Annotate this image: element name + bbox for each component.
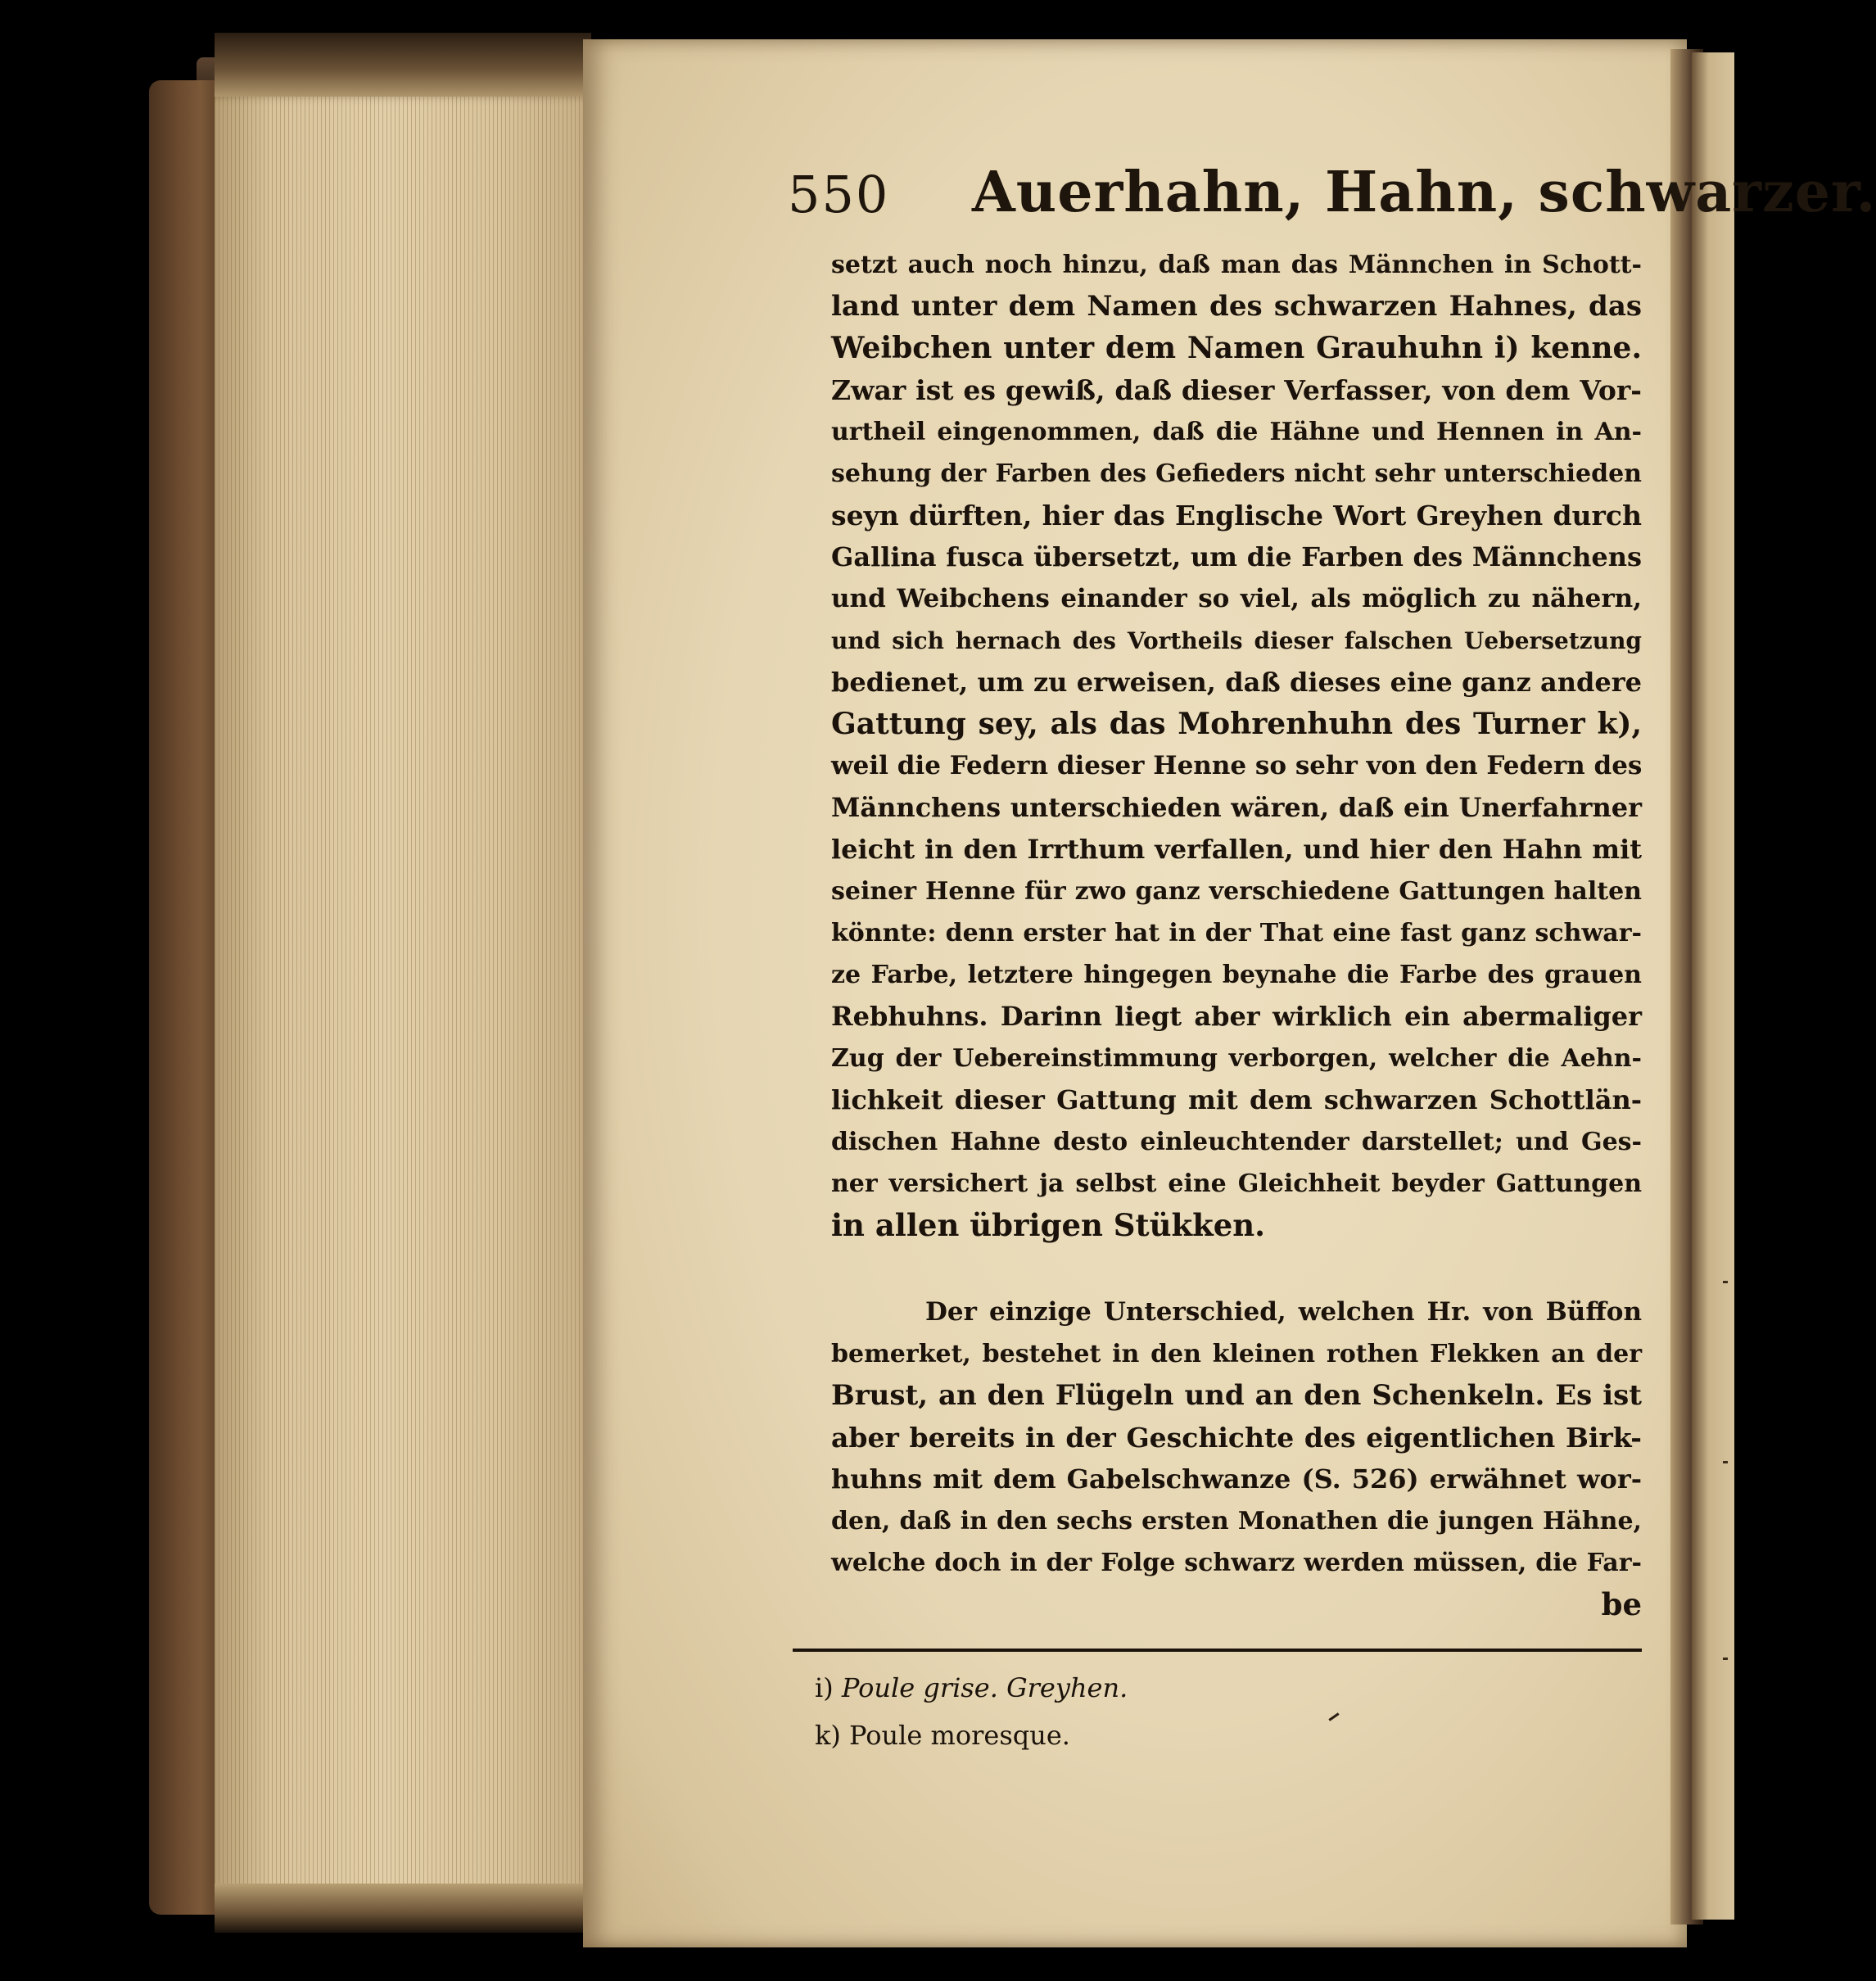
footnote-marker: k) — [815, 1720, 841, 1751]
text-line: welche doch in der Folge schwarz werden müssen, die Far- — [831, 1549, 1642, 1577]
page-block-fore-edge — [215, 97, 591, 1898]
book-cover-spine — [149, 80, 223, 1915]
text-line: ner versichert ja selbst eine Gleichheit beyder Gattungen — [831, 1169, 1642, 1198]
text-line: urtheil eingenommen, daß die Hähne und Hennen in An- — [831, 418, 1642, 446]
footnote-text: Poule moresque. — [849, 1720, 1070, 1751]
page-block-top-edge — [215, 33, 591, 100]
facing-page-mark — [1723, 1461, 1728, 1463]
text-line: setzt auch noch hinzu, daß man das Männchen in Schott- — [831, 251, 1642, 279]
text-line: könnte: denn erster hat in der That eine fast ganz schwar- — [831, 919, 1642, 948]
text-line: bedienet, um zu erweisen, daß dieses eine ganz andere — [831, 667, 1642, 698]
text-line: huhns mit dem Gabelschwanze (S. 526) erwähnet wor- — [831, 1463, 1642, 1495]
footnote-marker: i) — [815, 1672, 834, 1703]
paragraph-gap — [831, 1246, 1642, 1291]
text-line: Männchens unterschieden wären, daß ein Unerfahrner — [831, 792, 1642, 823]
text-line: Brust, an den Flügeln und an den Schenkeln. Es ist — [831, 1379, 1642, 1412]
facing-page-mark — [1723, 1658, 1728, 1660]
text-line: bemerket, bestehet in den kleinen rothen Flekken an der — [831, 1340, 1642, 1368]
running-head-title: Auerhahn, Hahn, schwarzer. — [972, 160, 1876, 225]
text-line: und sich hernach des Vortheils dieser falschen Uebersetzung — [831, 627, 1642, 654]
text-line: land unter dem Namen des schwarzen Hahnes, das — [831, 290, 1642, 323]
text-line: dischen Hahne desto einleuchtender darstellet; und Ges- — [831, 1128, 1642, 1156]
text-line: Der einzige Unterschied, welchen Hr. von Büffon — [925, 1297, 1642, 1327]
text-line: Zug der Uebereinstimmung verborgen, welcher die Aehn- — [831, 1044, 1642, 1073]
text-line: leicht in den Irrthum verfallen, und hier den Hahn mit — [831, 834, 1642, 865]
text-line: Zwar ist es gewiß, daß dieser Verfasser, von dem Vor- — [831, 374, 1642, 406]
footnotes — [815, 1664, 1552, 1759]
body-text — [831, 244, 1642, 1626]
text-line: und Weibchens einander so viel, als möglich zu nähern, — [831, 584, 1642, 613]
text-line: aber bereits in der Geschichte des eigentlichen Birk- — [831, 1422, 1642, 1454]
text-line: den, daß in den sechs ersten Monathen die jungen Hähne, — [831, 1507, 1642, 1536]
text-line: ze Farbe, letztere hingegen beynahe die Farbe des grauen — [831, 961, 1642, 989]
page-number: 550 — [788, 165, 890, 224]
text-line: seyn dürften, hier das Englische Wort Greyhen durch — [831, 500, 1642, 531]
text-line: Rebhuhns. Darinn liegt aber wirklich ein abermaliger — [831, 1001, 1642, 1032]
facing-page-edge — [1692, 52, 1734, 1920]
paragraph-1 — [831, 244, 1642, 1246]
footnote-rule — [793, 1649, 1642, 1652]
text-line: Weibchen unter dem Namen Grauhuhn i) kenne. — [831, 331, 1642, 365]
footnote-k — [815, 1712, 1552, 1759]
paragraph-2 — [831, 1291, 1642, 1584]
catchword: be — [1601, 1586, 1642, 1622]
footnote-text: Poule grise. Greyhen. — [841, 1672, 1128, 1703]
text-line: Gattung sey, als das Mohrenhuhn des Turner k), — [831, 707, 1642, 741]
footnote-i — [815, 1664, 1552, 1712]
page-block-bottom-edge — [215, 1884, 591, 1933]
text-line: lichkeit dieser Gattung mit dem schwarzen Schottlän- — [831, 1084, 1642, 1115]
text-line: weil die Federn dieser Henne so sehr von den Federn des — [831, 751, 1643, 780]
text-line: seiner Henne für zwo ganz verschiedene Gattungen halten — [831, 877, 1642, 906]
running-head — [788, 160, 1876, 233]
text-line: Gallina fusca übersetzt, um die Farben des Männchens — [831, 541, 1642, 572]
text-line: sehung der Farben des Gefieders nicht sehr unterschieden — [831, 459, 1642, 488]
facing-page-mark — [1723, 1281, 1728, 1283]
text-line: in allen übrigen Stükken. — [831, 1207, 1266, 1243]
